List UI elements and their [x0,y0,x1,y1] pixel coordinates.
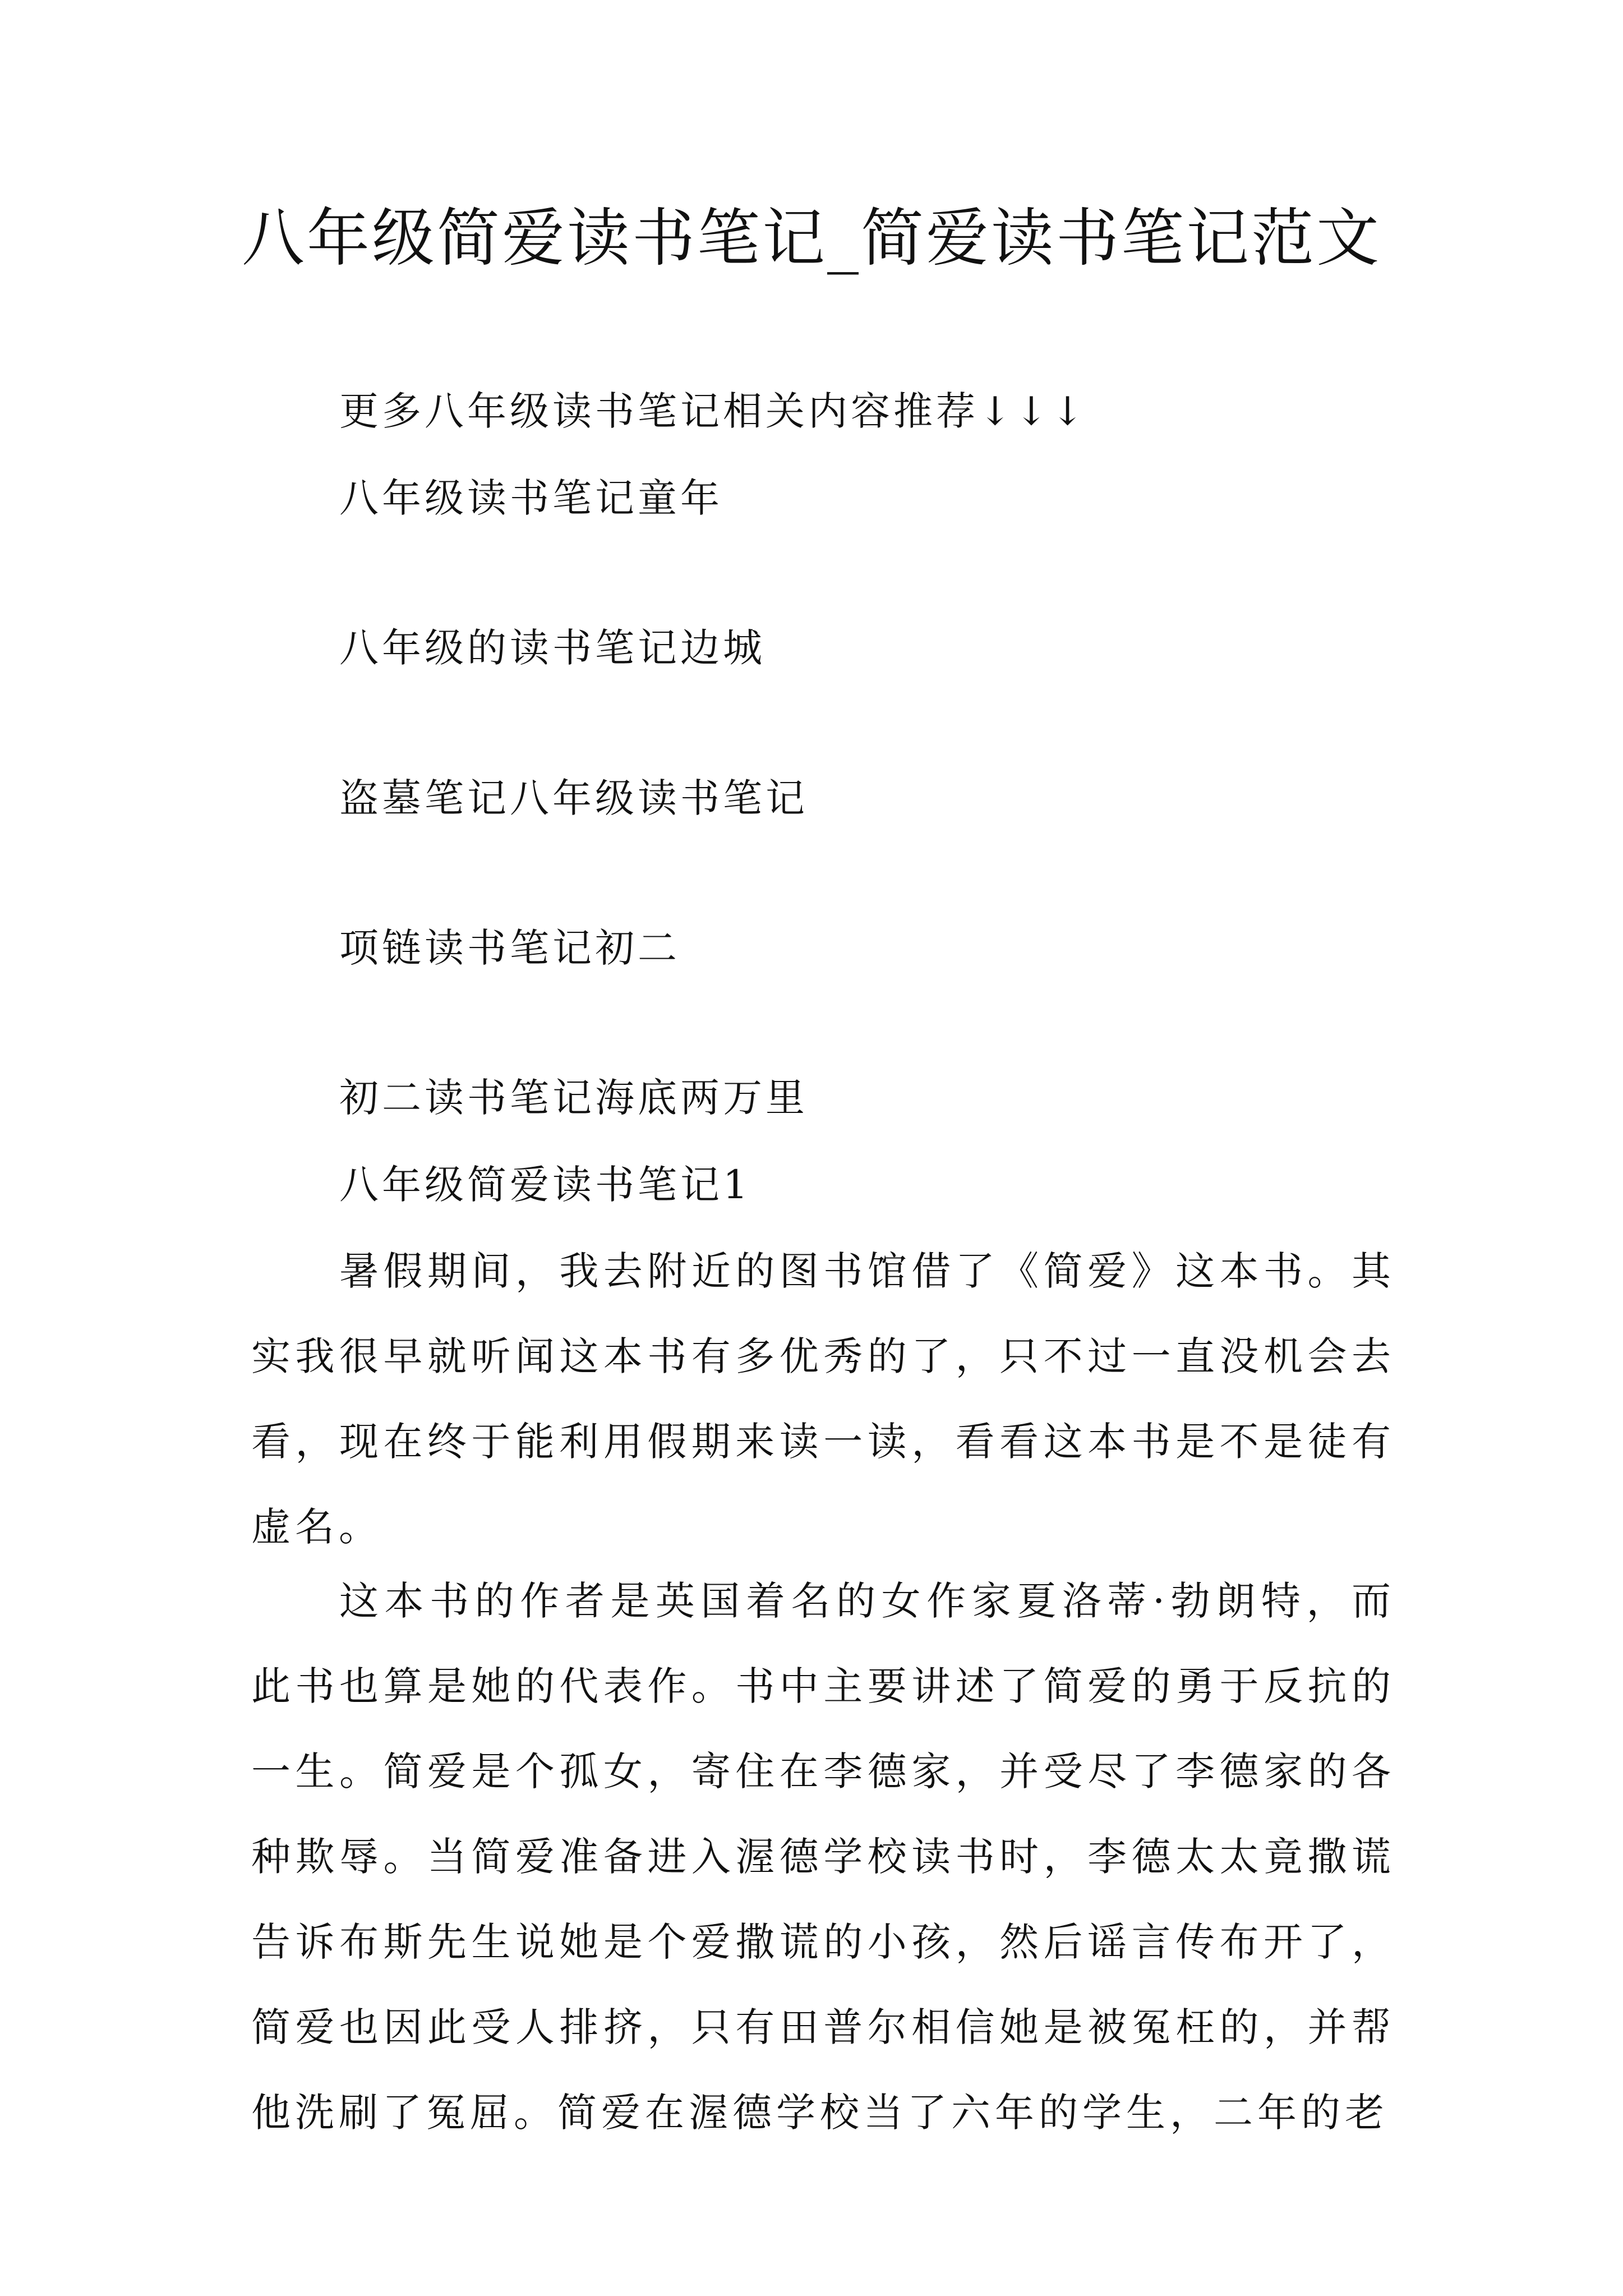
paragraph-2: 这本书的作者是英国着名的女作家夏洛蒂·勃朗特，而此书也算是她的代表作。书中主要讲述了简爱的勇于反抗的一生。简爱是个孤女，寄住在李德家，并受尽了李德家的各种欺辱。当简爱准备进入渥德学校读书时，李德太太竟撒谎告诉布斯先生说她是个爱撒谎的小孩，然后谣言传布开了，简爱也因此受人排挤，只有田普尔相信她是被冤枉的，并帮他洗刷了冤屈。简爱在渥德学校当了六年的学生，二年的老 [251,1578,1395,2136]
link-item-xianglian[interactable]: 项链读书笔记初二 [339,925,680,971]
page-title: 八年级简爱读书笔记_简爱读书笔记范文 [242,202,1381,275]
link-item-tongnian[interactable]: 八年级读书笔记童年 [339,475,723,521]
recommend-header: 更多八年级读书笔记相关内容推荐↓↓↓ [339,388,1087,434]
section-heading: 八年级简爱读书笔记1 [339,1162,751,1208]
paragraph-1: 暑假期间，我去附近的图书馆借了《简爱》这本书。其实我很早就听闻这本书有多优秀的了，只不过一直没机会去看，现在终于能利用假期来读一读，看看这本书是不是徒有虚名。 [251,1248,1395,1550]
link-item-daomu[interactable]: 盗墓笔记八年级读书笔记 [339,775,808,821]
link-item-haidi[interactable]: 初二读书笔记海底两万里 [339,1075,808,1121]
link-item-biancheng[interactable]: 八年级的读书笔记边城 [339,625,766,671]
